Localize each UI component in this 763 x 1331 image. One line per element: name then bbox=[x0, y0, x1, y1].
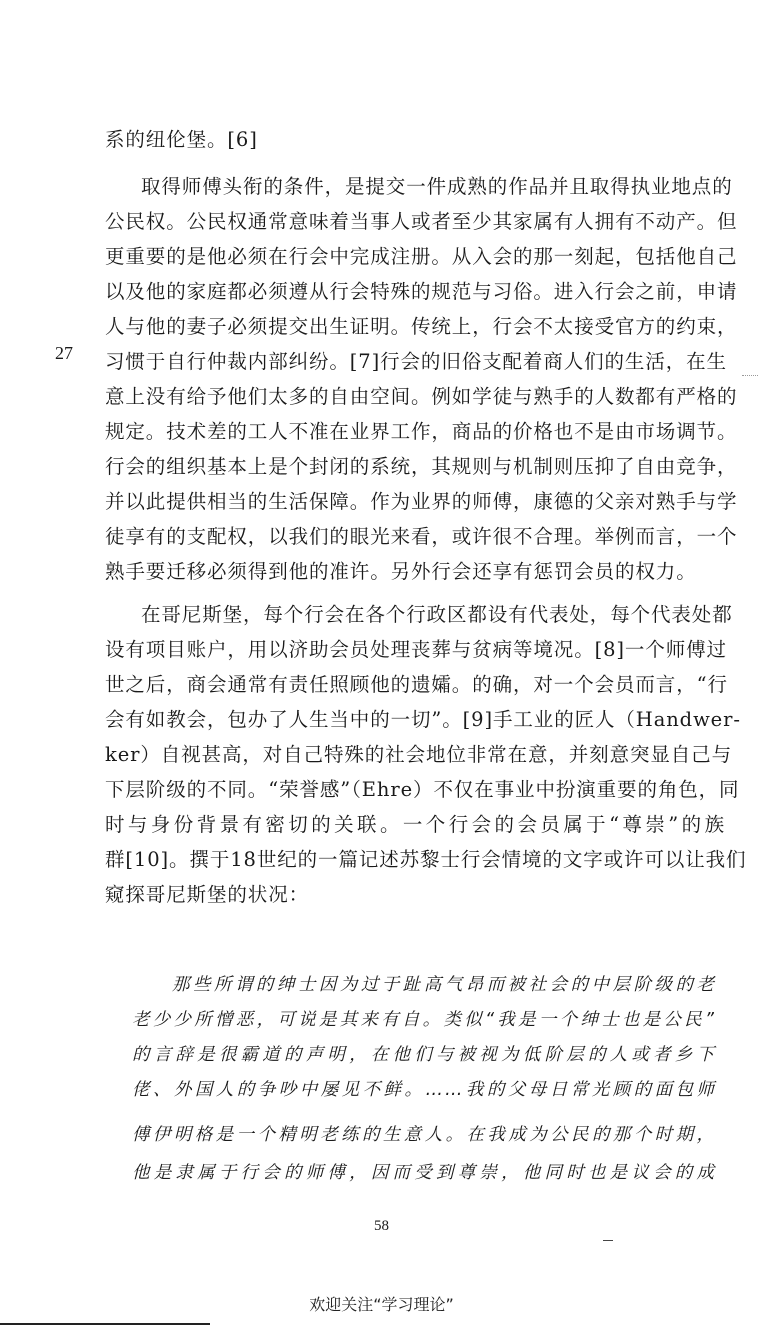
quote-line: 佬、外国人的争吵中屡见不鲜。……我的父母日常光顾的面包师 bbox=[132, 1080, 716, 1100]
quote-line: 的言辞是很霸道的声明，在他们与被视为低阶层的人或者乡下 bbox=[132, 1045, 716, 1065]
text-line: 行会的组织基本上是个封闭的系统，其规则与机制则压抑了自由竞争， bbox=[105, 455, 738, 478]
text-line: 习惯于自行仲裁内部纠纷。[7]行会的旧俗支配着商人们的生活，在生 bbox=[105, 350, 727, 373]
text-line: 以及他的家庭都必须遵从行会特殊的规范与习俗。进入行会之前，申请 bbox=[105, 280, 738, 303]
text-line: 在哥尼斯堡，每个行会在各个行政区都设有代表处，每个代表处都 bbox=[141, 603, 733, 626]
quote-line: 老少少所憎恶，可说是其来有自。类似“我是一个绅士也是公民” bbox=[132, 1010, 716, 1030]
bottom-rule bbox=[0, 1323, 210, 1325]
text-line: 窥探哥尼斯堡的状况： bbox=[105, 883, 310, 906]
text-line: 设有项目账户，用以济助会员处理丧葬与贫病等境况。[8]一个师傅过 bbox=[105, 638, 727, 661]
text-line: 下层阶级的不同。“荣誉感”（Ehre）不仅在事业中扮演重要的角色，同 bbox=[105, 778, 740, 801]
page-number: 58 bbox=[374, 1218, 389, 1234]
text-line: 系的纽伦堡。[6] bbox=[105, 128, 258, 151]
text-line: 时与身份背景有密切的关联。一个行会的会员属于“尊崇”的族 bbox=[105, 813, 725, 836]
quote-line: 傅伊明格是一个精明老练的生意人。在我成为公民的那个时期， bbox=[132, 1125, 716, 1145]
text-line: 徒享有的支配权，以我们的眼光来看，或许很不合理。举例而言，一个 bbox=[105, 525, 738, 548]
text-line: 意上没有给予他们太多的自由空间。例如学徒与熟手的人数都有严格的 bbox=[105, 385, 738, 408]
text-line: 更重要的是他必须在行会中完成注册。从入会的那一刻起，包括他自己 bbox=[105, 245, 738, 268]
text-line: 会有如教会，包办了人生当中的一切”。[9]手工业的匠人（Handwer- bbox=[105, 708, 741, 731]
quote-line: 他是隶属于行会的师傅，因而受到尊崇，他同时也是议会的成 bbox=[132, 1163, 716, 1183]
text-line: 公民权。公民权通常意味着当事人或者至少其家属有人拥有不动产。但 bbox=[105, 210, 738, 233]
text-line: 并以此提供相当的生活保障。作为业界的师傅，康德的父亲对熟手与学 bbox=[105, 490, 738, 513]
text-line: ker）自视甚高，对自己特殊的社会地位非常在意，并刻意突显自己与 bbox=[105, 743, 732, 766]
scan-mark bbox=[742, 375, 758, 376]
text-line: 规定。技术差的工人不准在业界工作，商品的价格也不是由市场调节。 bbox=[105, 420, 738, 443]
footer-note: 欢迎关注“学习理论” bbox=[309, 1295, 454, 1314]
scan-mark bbox=[603, 1240, 613, 1241]
quote-line: 那些所谓的绅士因为过于趾高气昂而被社会的中层阶级的老 bbox=[172, 975, 716, 995]
text-line: 世之后，商会通常有责任照顾他的遗孀。的确，对一个会员而言，“行 bbox=[105, 673, 728, 696]
margin-number: 27 bbox=[55, 343, 73, 363]
text-line: 人与他的妻子必须提交出生证明。传统上，行会不太接受官方的约束， bbox=[105, 315, 738, 338]
text-line: 熟手要迁移必须得到他的准许。另外行会还享有惩罚会员的权力。 bbox=[105, 560, 697, 583]
text-line: 取得师傅头衔的条件，是提交一件成熟的作品并且取得执业地点的 bbox=[141, 175, 733, 198]
text-line: 群[10]。撰于18世纪的一篇记述苏黎士行会情境的文字或许可以让我们 bbox=[105, 848, 747, 871]
